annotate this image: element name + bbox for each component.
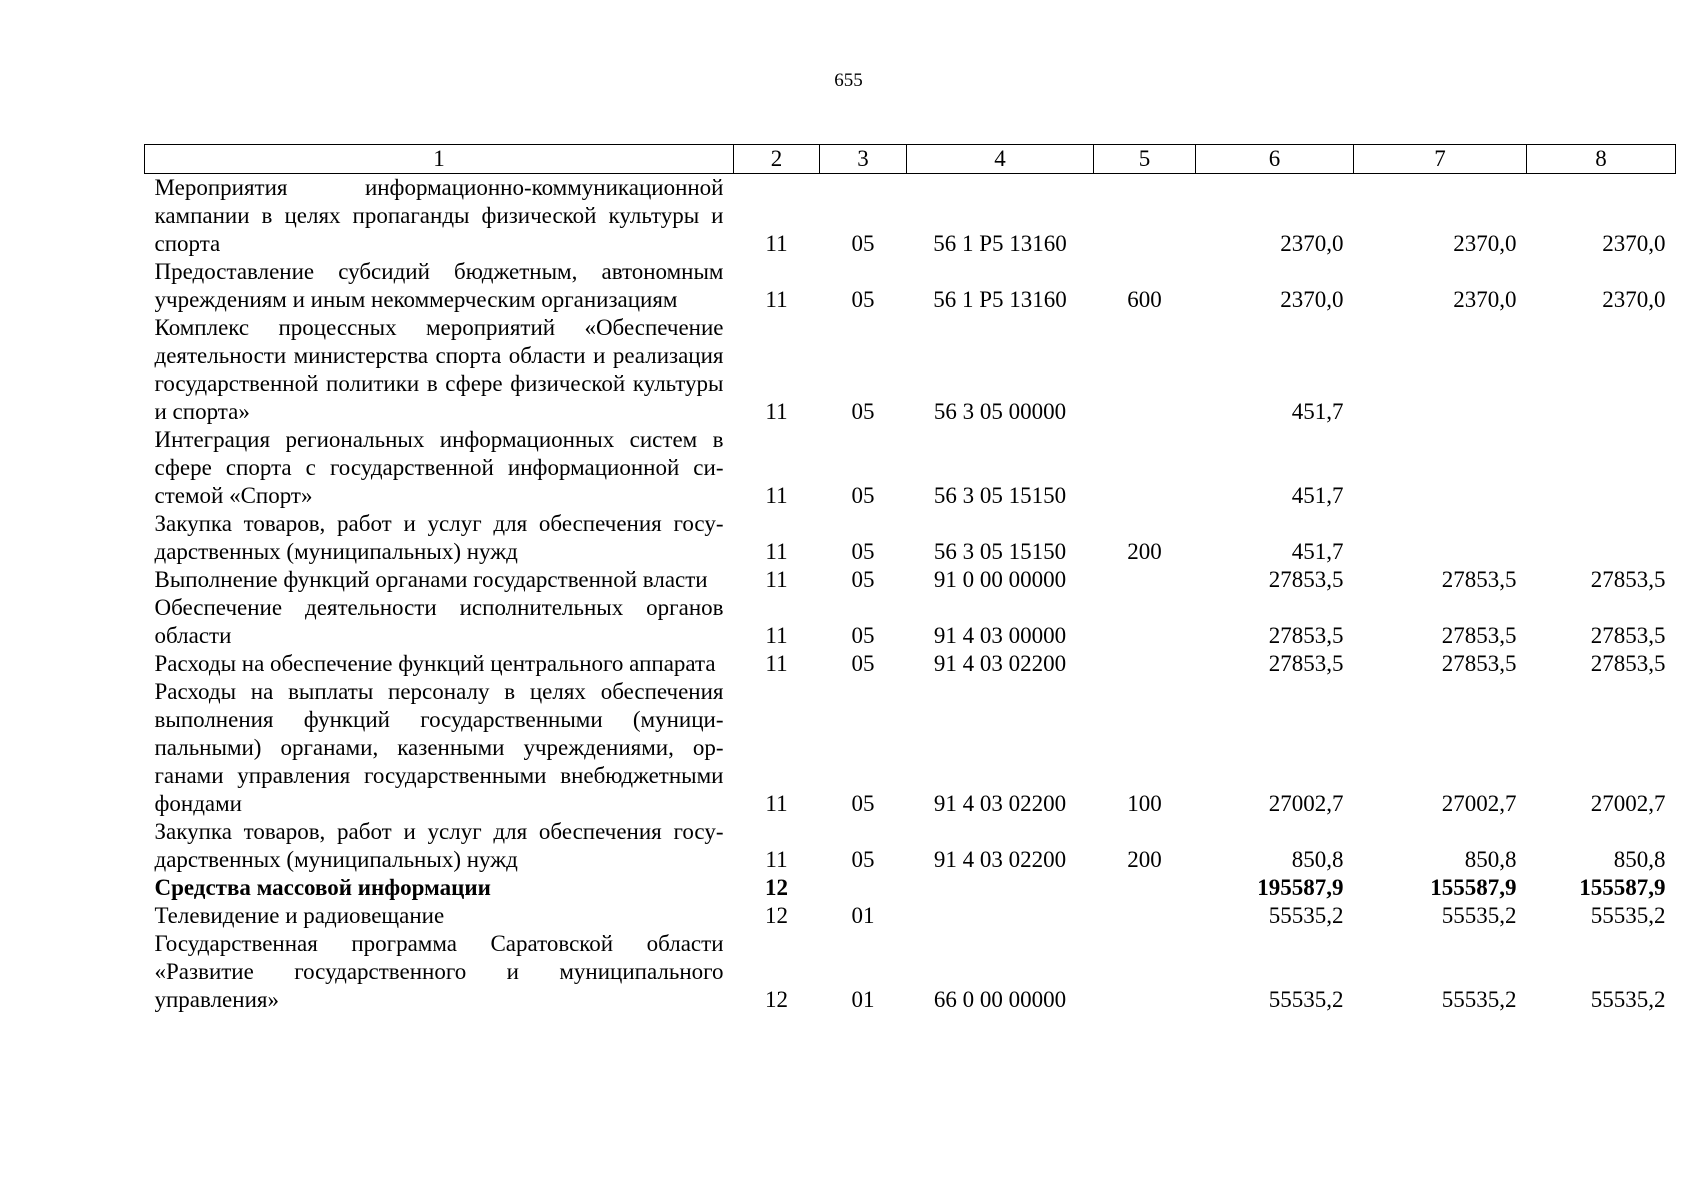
section-code-cell: 11 [765, 539, 788, 564]
subsection-code-cell: 05 [851, 399, 875, 424]
section-code-cell: 11 [765, 847, 788, 872]
expense-type-cell: 200 [1127, 847, 1162, 872]
amount-col7-cell: 27853,5 [1441, 567, 1517, 592]
amount-col7-cell: 27002,7 [1441, 791, 1517, 816]
subsection-code-cell: 05 [851, 651, 875, 676]
amount-col7-cell: 2370,0 [1453, 287, 1517, 312]
target-item-code-cell: 91 0 00 00000 [933, 567, 1067, 592]
expense-type-cell [1094, 594, 1196, 650]
section-code-cell: 12 [765, 875, 788, 900]
table-row [145, 650, 1676, 678]
table-row [145, 314, 1676, 426]
item-name-cell: Расходы на выплаты персоналу в целях обеспечения выполнения функций государственными (муниципальными) органами, казенными учреждениями, органами управления государственными внебюджетными фондами [154, 679, 724, 816]
expense-type-cell [1094, 874, 1196, 902]
amount-col8-cell [1527, 314, 1676, 426]
amount-col6-cell: 850,8 [1291, 847, 1344, 872]
section-code-cell: 11 [765, 623, 788, 648]
table-row [145, 678, 1676, 818]
amount-col7-cell: 27853,5 [1441, 623, 1517, 648]
amount-col6-cell: 195587,9 [1257, 875, 1344, 900]
column-header: 4 [907, 145, 1094, 174]
amount-col7-cell: 155587,9 [1430, 875, 1517, 900]
section-code-cell: 11 [765, 567, 788, 592]
amount-col6-cell: 27002,7 [1268, 791, 1344, 816]
amount-col6-cell: 27853,5 [1268, 623, 1344, 648]
amount-col6-cell: 2370,0 [1280, 231, 1344, 256]
target-item-code-cell: 56 1 P5 13160 [933, 231, 1067, 256]
section-code-cell: 11 [765, 231, 788, 256]
table-row [145, 594, 1676, 650]
amount-col6-cell: 451,7 [1291, 399, 1344, 424]
amount-col8-cell: 27853,5 [1590, 567, 1666, 592]
amount-col7-cell [1354, 510, 1527, 566]
amount-col8-cell: 850,8 [1613, 847, 1666, 872]
amount-col6-cell: 451,7 [1291, 539, 1344, 564]
amount-col8-cell [1527, 510, 1676, 566]
amount-col8-cell: 155587,9 [1579, 875, 1666, 900]
column-header: 8 [1527, 145, 1676, 174]
expense-type-cell [1094, 650, 1196, 678]
item-name-cell: Интеграция региональных информационных систем в сфере спорта с государственной информационной системой «Спорт» [154, 427, 724, 508]
column-header: 7 [1354, 145, 1527, 174]
table-row [145, 902, 1676, 930]
section-code-cell: 11 [765, 483, 788, 508]
amount-col6-cell: 2370,0 [1280, 287, 1344, 312]
amount-col8-cell: 27853,5 [1590, 623, 1666, 648]
target-item-code-cell: 91 4 03 02200 [933, 651, 1067, 676]
item-name-cell: Государственная программа Саратовской области «Развитие государственного и муниципального управления» [154, 931, 724, 1012]
table-row [145, 510, 1676, 566]
amount-col8-cell [1527, 426, 1676, 510]
section-code-cell: 11 [765, 399, 788, 424]
subsection-code-cell: 05 [851, 791, 875, 816]
target-item-code-cell: 91 4 03 02200 [933, 847, 1067, 872]
table-row [145, 874, 1676, 902]
subsection-code-cell: 05 [851, 567, 875, 592]
section-code-cell: 11 [765, 651, 788, 676]
expense-type-cell [1094, 930, 1196, 1014]
amount-col7-cell: 27853,5 [1441, 651, 1517, 676]
amount-col6-cell: 27853,5 [1268, 567, 1344, 592]
target-item-code-cell: 56 3 05 15150 [933, 539, 1067, 564]
subsection-code-cell: 05 [851, 623, 875, 648]
budget-table [144, 144, 1676, 1014]
table-row [145, 174, 1676, 259]
amount-col8-cell: 2370,0 [1602, 287, 1666, 312]
amount-col6-cell: 55535,2 [1268, 987, 1344, 1012]
column-header: 3 [820, 145, 907, 174]
target-item-code-cell [907, 902, 1094, 930]
expense-type-cell: 100 [1127, 791, 1162, 816]
table-row [145, 426, 1676, 510]
table-row [145, 258, 1676, 314]
amount-col8-cell: 55535,2 [1590, 903, 1666, 928]
column-header: 1 [145, 145, 734, 174]
amount-col7-cell: 55535,2 [1441, 987, 1517, 1012]
target-item-code-cell: 56 3 05 00000 [933, 399, 1067, 424]
section-code-cell: 11 [765, 791, 788, 816]
target-item-code-cell: 91 4 03 00000 [933, 623, 1067, 648]
section-code-cell: 12 [765, 987, 788, 1012]
expense-type-cell [1094, 426, 1196, 510]
subsection-code-cell: 05 [851, 287, 875, 312]
subsection-code-cell: 05 [851, 539, 875, 564]
item-name-cell: Закупка товаров, работ и услуг для обеспечения государственных (муниципальных) нужд [154, 511, 724, 564]
item-name-cell: Закупка товаров, работ и услуг для обеспечения государственных (муниципальных) нужд [154, 819, 724, 872]
table-row [145, 818, 1676, 874]
amount-col8-cell: 2370,0 [1602, 231, 1666, 256]
target-item-code-cell: 56 3 05 15150 [933, 483, 1067, 508]
amount-col6-cell: 55535,2 [1268, 903, 1344, 928]
amount-col8-cell: 27853,5 [1590, 651, 1666, 676]
item-name-cell: Выполнение функций органами государственной власти [154, 567, 708, 592]
item-name-cell: Мероприятия информационно-коммуникационной кампании в целях пропаганды физической культуры и спорта [154, 175, 724, 256]
target-item-code-cell: 56 1 P5 13160 [933, 287, 1067, 312]
item-name-cell: Обеспечение деятельности исполнительных органов области [154, 595, 724, 648]
target-item-code-cell [907, 874, 1094, 902]
amount-col6-cell: 27853,5 [1268, 651, 1344, 676]
amount-col7-cell [1354, 426, 1527, 510]
subsection-code-cell: 01 [851, 987, 875, 1012]
subsection-code-cell: 05 [851, 231, 875, 256]
item-name-cell: Комплекс процессных мероприятий «Обеспечение деятельности министерства спорта области и реализация государственной политики в сфере физической культуры и спорта» [154, 315, 724, 424]
expense-type-cell [1094, 566, 1196, 594]
amount-col7-cell: 850,8 [1464, 847, 1517, 872]
amount-col6-cell: 451,7 [1291, 483, 1344, 508]
section-code-cell: 11 [765, 287, 788, 312]
table-row [145, 566, 1676, 594]
column-number-row [145, 145, 1676, 174]
column-header: 5 [1094, 145, 1196, 174]
amount-col8-cell: 27002,7 [1590, 791, 1666, 816]
target-item-code-cell: 66 0 00 00000 [933, 987, 1067, 1012]
expense-type-cell [1094, 174, 1196, 259]
amount-col7-cell: 2370,0 [1453, 231, 1517, 256]
subsection-code-cell: 01 [851, 903, 875, 928]
column-header: 2 [734, 145, 820, 174]
item-name-cell: Телевидение и радиовещание [154, 903, 445, 928]
item-name-cell: Предоставление субсидий бюджетным, автономным учреждениям и иным некоммерческим организациям [154, 259, 724, 312]
target-item-code-cell: 91 4 03 02200 [933, 791, 1067, 816]
amount-col7-cell [1354, 314, 1527, 426]
expense-type-cell: 600 [1127, 287, 1162, 312]
expense-type-cell [1094, 314, 1196, 426]
subsection-code-cell: 05 [851, 847, 875, 872]
expense-type-cell: 200 [1127, 539, 1162, 564]
item-name-cell: Средства массовой информации [154, 875, 491, 900]
subsection-code-cell [820, 874, 907, 902]
amount-col7-cell: 55535,2 [1441, 903, 1517, 928]
column-header: 6 [1196, 145, 1354, 174]
page-number: 655 [834, 70, 863, 91]
subsection-code-cell: 05 [851, 483, 875, 508]
item-name-cell: Расходы на обеспечение функций центрального аппарата [154, 651, 716, 676]
expense-type-cell [1094, 902, 1196, 930]
section-code-cell: 12 [765, 903, 788, 928]
amount-col8-cell: 55535,2 [1590, 987, 1666, 1012]
table-row [145, 930, 1676, 1014]
